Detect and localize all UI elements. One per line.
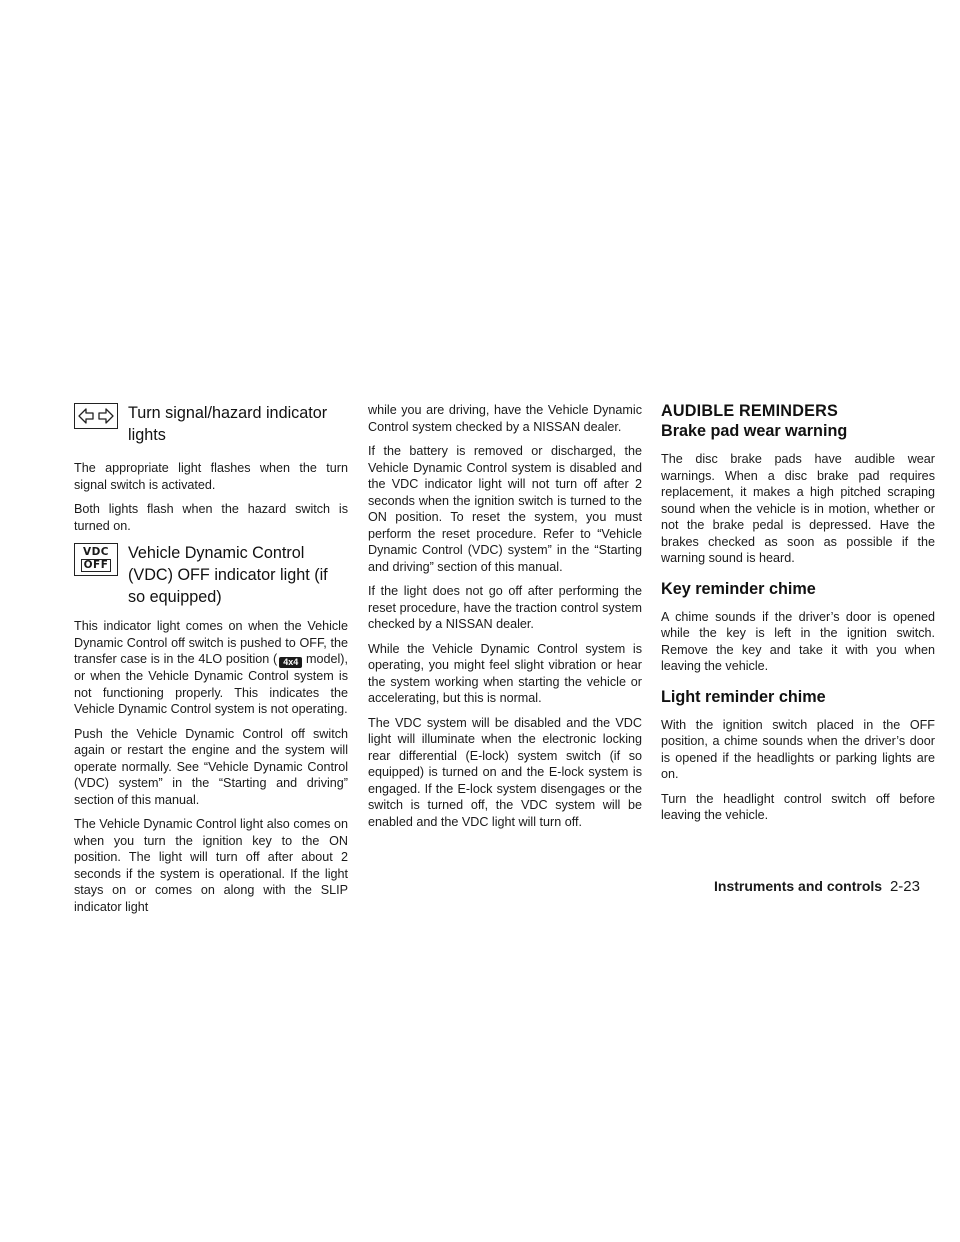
- light-reminder-paragraph-2: Turn the headlight control switch off before leaving the vehicle.: [661, 791, 935, 822]
- turn-signal-arrows-icon: [74, 403, 118, 429]
- col2-paragraph-3: If the light does not go off after performing the reset procedure, have the traction control system checked by a NISSAN dealer.: [368, 584, 642, 631]
- key-reminder-title: Key reminder chime: [661, 579, 816, 598]
- page-number: 2-23: [889, 878, 920, 895]
- brake-pad-paragraph: The disc brake pads have audible wear warnings. When a disc brake pad requires replacement, it makes a high pitched scraping sound when the vehicle is in motion, whether or not the brake pedal is depressed. Have the brakes checked as soon as possible if the warning sound is heard.: [661, 452, 935, 565]
- vdc-icon-text: VDC: [82, 546, 110, 558]
- vdc-paragraph-1-end: model), or when the Vehicle Dynamic Control system is not functioning properly. This indicates the Vehicle Dynamic Control system is not operating.: [74, 652, 348, 716]
- vdc-paragraph-3: The Vehicle Dynamic Control light also comes on when you turn the ignition key to the ON position. The light will turn off after about 2 seconds if the system is operational. If the light stays on or comes on along with the SLIP indicator light: [74, 817, 348, 914]
- col2-paragraph-1: while you are driving, have the Vehicle Dynamic Control system checked by a NISSAN dealer.: [368, 403, 642, 434]
- section-title: AUDIBLE REMINDERS: [661, 402, 838, 420]
- vdc-paragraph-1-start: This indicator light comes on when the Vehicle Dynamic Control off switch is pushed to OFF, the transfer case is in the 4LO position (: [74, 619, 348, 666]
- vdc-heading: Vehicle Dynamic Control (VDC) OFF indicator light (if so equipped): [128, 544, 328, 606]
- vdc-paragraph-2: Push the Vehicle Dynamic Control off switch again or restart the engine and the system will operate normally. See “Vehicle Dynamic Control (VDC) system” in the “Starting and driving” section of this manual.: [74, 726, 348, 807]
- vdc-heading-block: [74, 542, 348, 608]
- turn-signal-paragraph-1: The appropriate light flashes when the turn signal switch is activated.: [74, 461, 348, 492]
- turn-signal-paragraph-2: Both lights flash when the hazard switch is turned on.: [74, 502, 348, 533]
- col2-paragraph-2: If the battery is removed or discharged, the Vehicle Dynamic Control system is disabled and the VDC indicator light will not turn off after 2 seconds when the ignition switch is turned to the ON position. To reset the system, you must perform the reset procedure. Refer to “Vehicle Dynamic Control (VDC) system” in the “Starting and driving” section of this manual.: [368, 444, 642, 574]
- turn-signal-heading-block: [74, 402, 348, 446]
- column-3: [661, 402, 935, 832]
- page-footer: [714, 878, 920, 895]
- light-reminder-paragraph-1: With the ignition switch placed in the OFF position, a chime sounds when the driver’s door is opened if the headlights or parking lights are on.: [661, 717, 935, 781]
- off-icon-text: OFF: [81, 559, 112, 572]
- col2-paragraph-5: The VDC system will be disabled and the VDC light will illuminate when the electronic locking rear differential (E-lock) system switch (if so equipped) is turned on and the E-lock system is engaged. If the E-lock system disengages or the switch is turned off, the VDC system will be enabled and the VDC light will turn off.: [368, 715, 642, 829]
- turn-signal-heading: Turn signal/hazard indicator lights: [128, 404, 328, 444]
- 4x4-badge-icon: 4x4: [279, 657, 302, 668]
- column-1: [74, 402, 348, 923]
- light-reminder-title: Light reminder chime: [661, 687, 826, 706]
- column-2: [368, 402, 642, 838]
- vdc-off-icon: [74, 543, 118, 576]
- col2-paragraph-4: While the Vehicle Dynamic Control system is operating, you might feel slight vibration or hear the system working when starting the vehicle or accelerating, but this is normal.: [368, 641, 642, 705]
- key-reminder-paragraph: A chime sounds if the driver’s door is opened while the key is left in the ignition switch. Remove the key and take it with you when leaving the vehicle.: [661, 609, 935, 673]
- vdc-paragraph-1: [74, 618, 348, 718]
- brake-pad-title: Brake pad wear warning: [661, 422, 848, 440]
- footer-section-name: Instruments and controls: [714, 878, 883, 894]
